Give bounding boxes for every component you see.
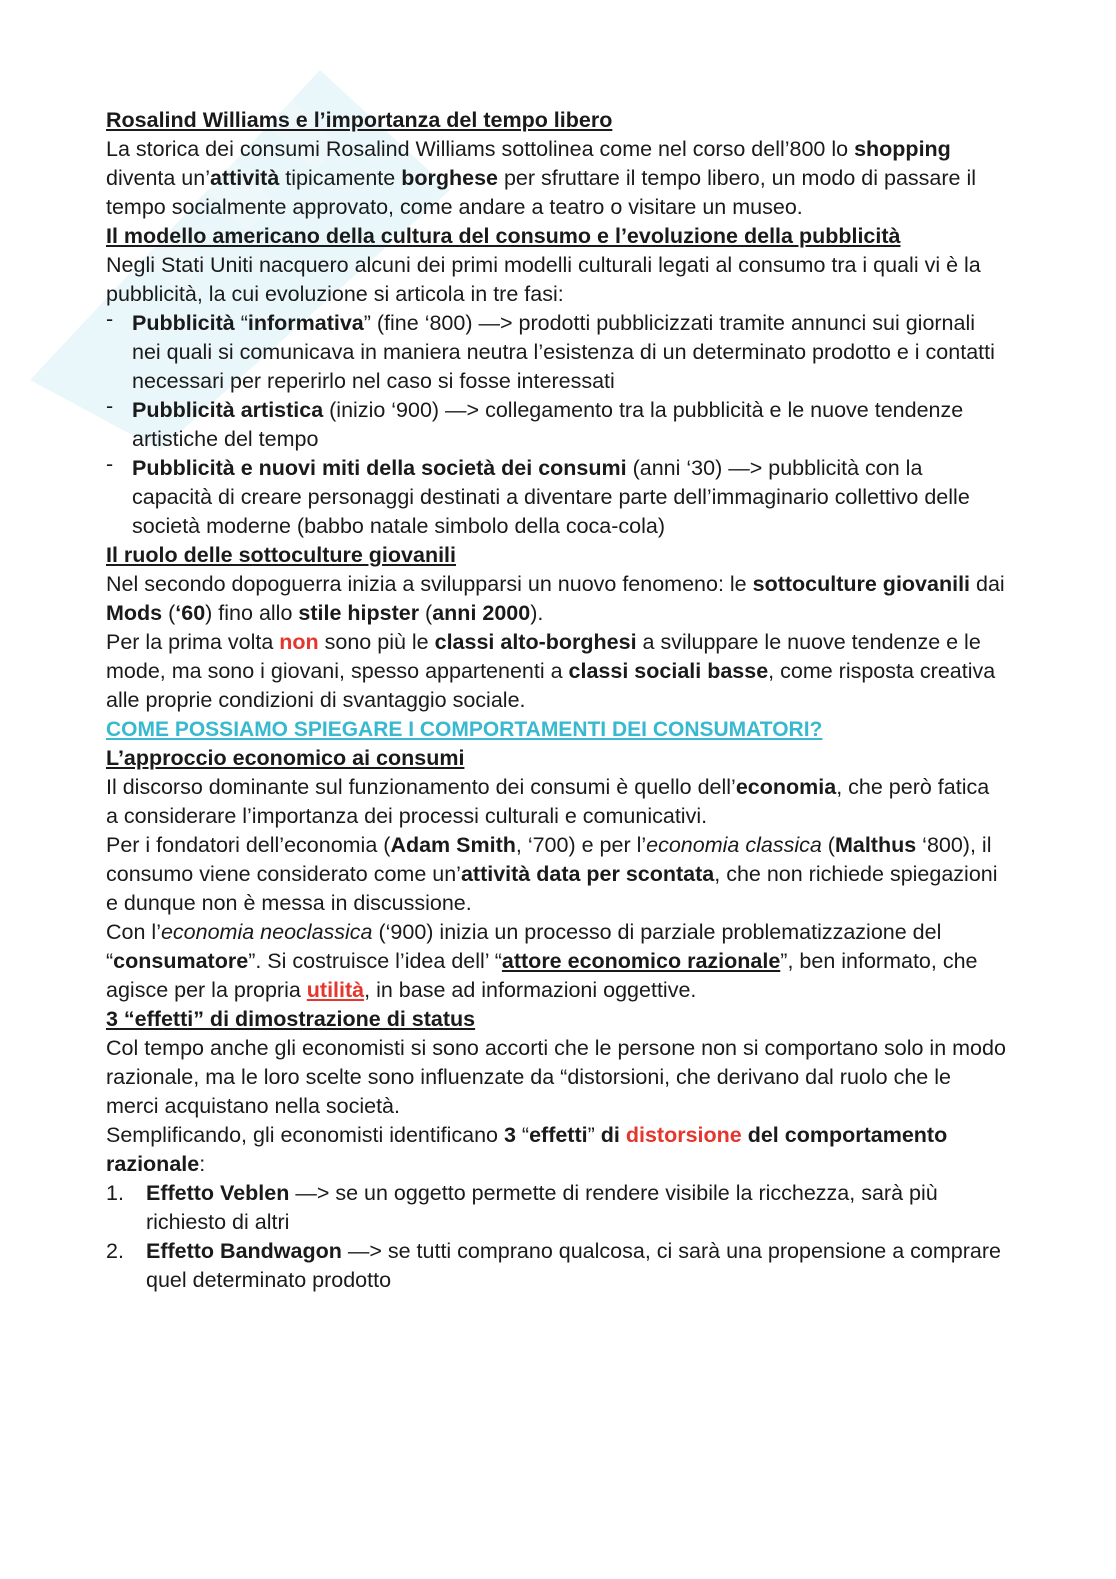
section-title: Il ruolo delle sottoculture giovanili <box>106 543 457 567</box>
section-sottoculture <box>106 541 1006 715</box>
phases-list <box>106 309 1006 541</box>
paragraph: Col tempo anche gli economisti si sono accorti che le persone non si comportano solo in modo razionale, ma le loro scelte sono influenzate da “distorsioni, che derivano dal ruolo che le merci acquistano nella società. <box>106 1036 1006 1118</box>
paragraph: Con l’economia neoclassica (‘900) inizia un processo di parziale problematizzazione del “consumatore”. Si costruisce l’idea dell’ “attore economico razionale”, ben informato, che agisce per la propria utilità, in base ad informazioni oggettive. <box>106 920 978 1002</box>
paragraph: Per i fondatori dell’economia (Adam Smith, ‘700) e per l’economia classica (Malthus ‘800), il consumo viene considerato come un’attività data per scontata, che non richiede spiegazioni e dunque non è messa in discussione. <box>106 833 998 915</box>
list-item: - Pubblicità e nuovi miti della società dei consumi (anni ‘30) —> pubblicità con la capacità di creare personaggi destinati a diventare parte dell’immaginario collettivo delle società moderne (babbo natale simbolo della coca-cola) <box>106 452 970 538</box>
paragraph: Negli Stati Uniti nacquero alcuni dei primi modelli culturali legati al consumo tra i quali vi è la pubblicità, la cui evoluzione si articola in tre fasi: <box>106 253 981 306</box>
list-item: - Pubblicità “informativa” (fine ‘800) —> prodotti pubblicizzati tramite annunci sui giornali nei quali si comunicava in maniera neutra l’esistenza di un determinato prodotto e i contatti necessari per reperirlo nel caso si fosse interessati <box>106 307 995 393</box>
main-heading: COME POSSIAMO SPIEGARE I COMPORTAMENTI DEI CONSUMATORI? <box>106 718 823 741</box>
list-item: 2. Effetto Bandwagon —> se tutti comprano qualcosa, ci sarà una propensione a comprare quel determinato prodotto <box>106 1239 1001 1292</box>
section-rosalind-williams <box>106 106 1006 222</box>
section-title: Il modello americano della cultura del consumo e l’evoluzione della pubblicità <box>106 224 901 248</box>
paragraph: Per la prima volta non sono più le classi alto-borghesi a sviluppare le nuove tendenze e le mode, ma sono i giovani, spesso appartenenti a classi sociali basse, come risposta creativa alle proprie condizioni di svantaggio sociale. <box>106 630 996 712</box>
section-title: L’approccio economico ai consumi <box>106 746 465 770</box>
section-approccio-economico <box>106 744 1006 1005</box>
paragraph: Nel secondo dopoguerra inizia a svilupparsi un nuovo fenomeno: le sottoculture giovanili dai Mods (‘60) fino allo stile hipster (anni 2000). <box>106 572 1005 625</box>
document-page <box>106 106 1006 1295</box>
paragraph: Semplificando, gli economisti identificano 3 “effetti” di distorsione del comportamento razionale: <box>106 1123 948 1176</box>
section-title: Rosalind Williams e l’importanza del tempo libero <box>106 108 613 132</box>
paragraph: Il discorso dominante sul funzionamento dei consumi è quello dell’economia, che però fatica a considerare l’importanza dei processi culturali e comunicativi. <box>106 775 990 828</box>
dash-marker: - <box>106 452 114 476</box>
section-title: 3 “effetti” di dimostrazione di status <box>106 1007 476 1031</box>
dash-marker: - <box>106 307 114 331</box>
dash-marker: - <box>106 394 114 418</box>
list-item: - Pubblicità artistica (inizio ‘900) —> collegamento tra la pubblicità e le nuove tendenze artistiche del tempo <box>106 394 964 451</box>
section-modello-americano <box>106 222 1006 541</box>
paragraph: La storica dei consumi Rosalind Williams sottolinea come nel corso dell’800 lo shopping diventa un’attività tipicamente borghese per sfruttare il tempo libero, un modo di passare il tempo socialmente approvato, come andare a teatro o visitare un museo. <box>106 137 977 219</box>
list-item: 1. Effetto Veblen —> se un oggetto permette di rendere visibile la ricchezza, sarà più richiesto di altri <box>106 1181 938 1234</box>
list-number: 1. <box>106 1181 124 1205</box>
section-effetti-status <box>106 1005 1006 1295</box>
list-number: 2. <box>106 1239 124 1263</box>
effects-list <box>106 1179 1006 1295</box>
